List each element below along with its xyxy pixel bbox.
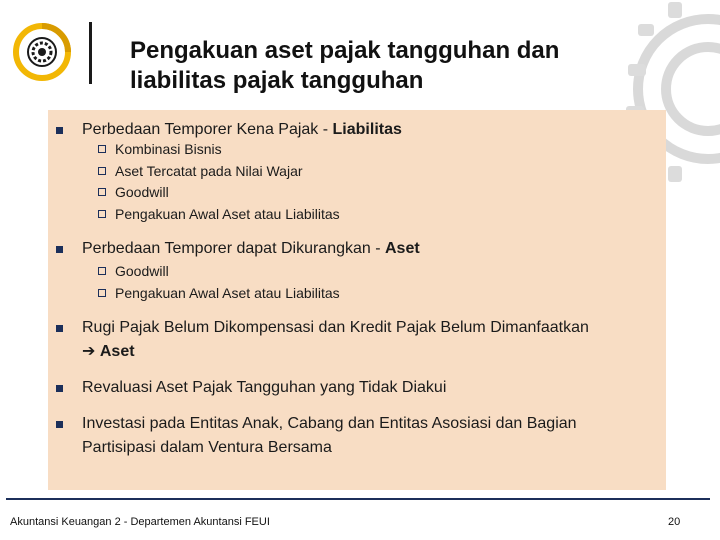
page-number: 20 [668, 516, 681, 528]
sub-item [115, 204, 340, 226]
checkbox-bullet-icon [98, 289, 106, 297]
university-logo-icon [12, 22, 72, 82]
sub-item-label: Aset Tercatat pada Nilai Wajar [115, 163, 303, 179]
bullet-line-1: Investasi pada Entitas Anak, Cabang dan Entitas Asosiasi dan Bagian [82, 415, 577, 432]
sub-item [115, 161, 303, 183]
bullet-square-icon [56, 421, 63, 428]
bullet-text: Perbedaan Temporer Kena Pajak - [82, 121, 333, 138]
sub-item-label: Goodwill [115, 263, 169, 279]
checkbox-bullet-icon [98, 188, 106, 196]
bullet-rugi-pajak [82, 316, 589, 364]
sub-item [115, 283, 340, 305]
bullet-square-icon [56, 325, 63, 332]
bullet-text: Perbedaan Temporer dapat Dikurangkan - [82, 240, 385, 257]
sub-item-label: Goodwill [115, 184, 169, 200]
slide-title [130, 36, 630, 96]
footer-text: Akuntansi Keuangan 2 - Departemen Akuntansi FEUI [10, 516, 270, 528]
sub-item-label: Pengakuan Awal Aset atau Liabilitas [115, 285, 340, 301]
bullet-aset [82, 237, 420, 261]
checkbox-bullet-icon [98, 167, 106, 175]
arrow-right-icon: ➔ [82, 343, 96, 360]
bullet-line-1: Rugi Pajak Belum Dikompensasi dan Kredit Pajak Belum Dimanfaatkan [82, 319, 589, 336]
bullet-text: Revaluasi Aset Pajak Tangguhan yang Tidak Diakui [82, 379, 447, 396]
sub-item-label: Pengakuan Awal Aset atau Liabilitas [115, 206, 340, 222]
checkbox-bullet-icon [98, 145, 106, 153]
bullet-revaluasi [82, 376, 446, 400]
slide-title-line-1: Pengakuan aset pajak tangguhan dan [130, 37, 560, 64]
title-divider [89, 22, 92, 84]
slide-title-line-2: liabilitas pajak tangguhan [130, 67, 424, 94]
bullet-line-2: Partisipasi dalam Ventura Bersama [82, 439, 332, 456]
footer-divider [6, 498, 710, 500]
bullet-bold: Liabilitas [332, 121, 402, 138]
bullet-investasi [82, 412, 577, 460]
sub-item [115, 182, 169, 204]
sub-item [115, 139, 222, 161]
checkbox-bullet-icon [98, 267, 106, 275]
bullet-line-2 [82, 340, 589, 364]
bullet-square-icon [56, 246, 63, 253]
content-panel [48, 110, 666, 490]
checkbox-bullet-icon [98, 210, 106, 218]
bullet-square-icon [56, 385, 63, 392]
sub-item-label: Kombinasi Bisnis [115, 141, 222, 157]
bullet-bold: Aset [99, 343, 135, 360]
bullet-bold: Aset [385, 240, 420, 257]
sub-item [115, 261, 169, 283]
bullet-square-icon [56, 127, 63, 134]
